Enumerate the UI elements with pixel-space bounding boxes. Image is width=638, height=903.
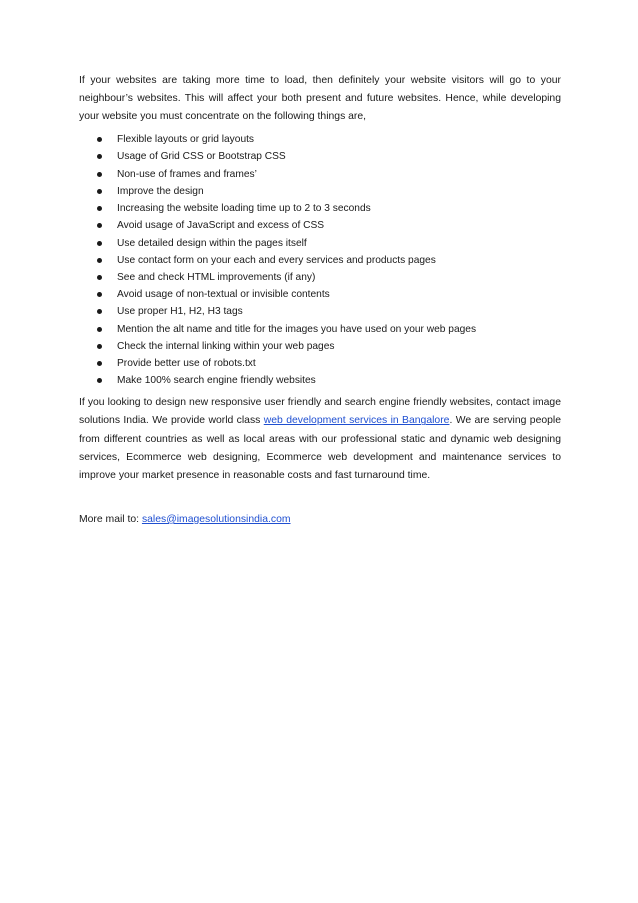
- list-item-text: Provide better use of robots.txt: [117, 357, 256, 369]
- bullet-icon: [97, 154, 102, 159]
- bullet-icon: [97, 258, 102, 263]
- list-item-text: Non-use of frames and frames’: [117, 168, 257, 180]
- list-item-text: Make 100% search engine friendly websites: [117, 375, 316, 387]
- bullet-icon: [97, 361, 102, 366]
- list-item-text: Mention the alt name and title for the images you have used on your web pages: [117, 323, 477, 335]
- list-item: [79, 338, 561, 355]
- list-item-text: Use detailed design within the pages itself: [117, 237, 307, 249]
- bullet-icon: [97, 172, 102, 177]
- list-item: [79, 252, 561, 269]
- contact-line: [79, 511, 561, 529]
- list-item-text: Use contact form on your each and every services and products pages: [117, 254, 436, 266]
- list-item-text: Avoid usage of JavaScript and excess of CSS: [117, 220, 325, 232]
- list-item-text: Use proper H1, H2, H3 tags: [117, 306, 243, 318]
- list-item: [79, 217, 561, 234]
- list-item: [79, 148, 561, 165]
- tips-list: [79, 131, 561, 389]
- list-item: [79, 166, 561, 183]
- list-item-text: Avoid usage of non-textual or invisible contents: [117, 289, 330, 301]
- closing-paragraph: [79, 394, 561, 484]
- bullet-icon: [97, 206, 102, 211]
- bullet-icon: [97, 223, 102, 228]
- list-item-text: Check the internal linking within your web pages: [117, 340, 335, 352]
- list-item: [79, 235, 561, 252]
- closing-text-start: If you looking to design new responsive user friendly and search engine friendly websites, contact image solutions India. We provide world class: [79, 397, 561, 427]
- list-item-text: Usage of Grid CSS or Bootstrap CSS: [117, 151, 286, 163]
- list-item: [79, 269, 561, 286]
- list-item: [79, 200, 561, 217]
- closing-text-end: . We are serving people from different countries as well as local areas with our professional static and dynamic web designing services, Ecommerce web designing, Ecommerce web development and maintenance services to improve your market presence in reasonable costs and fast turnaround time.: [79, 415, 561, 481]
- list-item: [79, 372, 561, 389]
- bullet-icon: [97, 241, 102, 246]
- bullet-icon: [97, 137, 102, 142]
- bullet-icon: [97, 309, 102, 314]
- bullet-icon: [97, 378, 102, 383]
- bullet-icon: [97, 189, 102, 194]
- list-item-text: Increasing the website loading time up to 2 to 3 seconds: [117, 203, 371, 215]
- list-item: [79, 286, 561, 303]
- contact-label: More mail to:: [79, 513, 142, 525]
- list-item: [79, 183, 561, 200]
- intro-paragraph: If your websites are taking more time to load, then definitely your website visitors will go to your neighbour’s websites. This will affect your both present and future websites. Hence, while developing your website you must concentrate on the following things are,: [79, 75, 561, 123]
- list-item-text: Improve the design: [117, 185, 204, 197]
- contact-email-link[interactable]: sales@imagesolutionsindia.com: [141, 513, 291, 525]
- bullet-icon: [97, 344, 102, 349]
- bullet-icon: [97, 275, 102, 280]
- list-item: [79, 303, 561, 320]
- bullet-icon: [97, 292, 102, 297]
- list-item-text: Flexible layouts or grid layouts: [117, 134, 255, 146]
- list-item-text: See and check HTML improvements (if any): [117, 271, 316, 283]
- list-item: [79, 355, 561, 372]
- list-item: [79, 321, 561, 338]
- document-page: [79, 72, 561, 539]
- list-item: [79, 131, 561, 148]
- bullet-icon: [97, 327, 102, 332]
- web-development-link[interactable]: web development services in Bangalore: [263, 415, 450, 427]
